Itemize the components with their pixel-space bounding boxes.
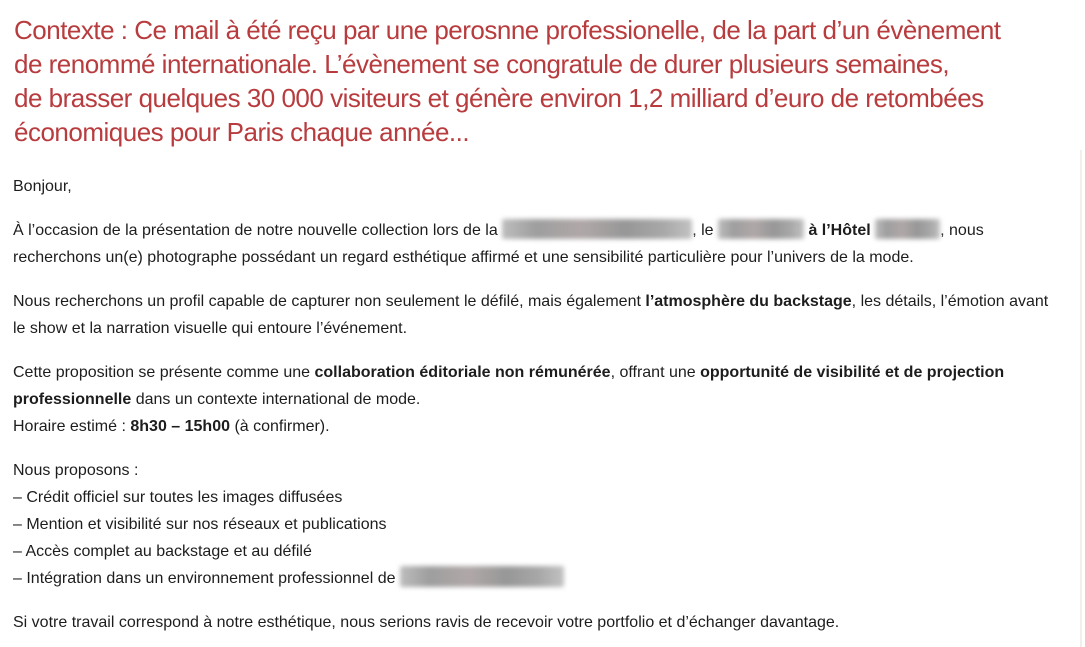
redacted-text <box>718 219 804 239</box>
page-edge-line <box>1080 150 1082 647</box>
context-line: de brasser quelques 30 000 visiteurs et génère environ 1,2 milliard d’euro de retombées <box>14 83 984 113</box>
paragraph <box>13 173 1065 200</box>
text-run: Cette proposition se présente comme une <box>13 364 315 381</box>
redacted-text <box>400 566 564 587</box>
paragraph <box>13 359 1065 440</box>
context-note <box>0 0 1085 149</box>
text-run: Si votre travail correspond à notre esthétique, nous serions ravis de recevoir votre portfolio et d’échanger davantage. <box>13 614 840 631</box>
context-line: de renommé internationale. L’évènement se congratule de durer plusieurs semaines, <box>14 49 950 79</box>
bold-text: 8h30 – 15h00 <box>130 418 230 435</box>
text-run: dans un contexte international de mode. <box>131 391 421 408</box>
bold-text: opportunité de visibilité et de projection professionnelle <box>13 364 1005 408</box>
text-run: , nous recherchons un(e) photographe possédant un regard esthétique affirmé et une sensibilité particulière pour l’univers de la mode. <box>13 222 984 266</box>
context-line: économiques pour Paris chaque année... <box>14 117 470 147</box>
paragraph <box>13 609 1065 636</box>
redacted-text <box>875 219 940 239</box>
text-run: Nous proposons : <box>13 462 139 479</box>
text-run: , le <box>692 222 718 239</box>
text-run: À l’occasion de la présentation de notre nouvelle collection lors de la <box>13 222 503 239</box>
text-run: , les détails, l’émotion avant le show et la narration visuelle qui entoure l’événement. <box>13 293 1049 337</box>
context-line: Contexte : Ce mail à été reçu par une perosnne professionelle, de la part d’un évènement <box>14 15 1001 45</box>
bold-text: à l’Hôtel <box>808 222 871 239</box>
text-run: Nous recherchons un profil capable de capturer non seulement le défilé, mais également <box>13 293 646 310</box>
text-run: Horaire estimé : <box>13 418 131 435</box>
text-run: – Intégration dans un environnement professionnel de <box>13 570 400 587</box>
text-run: – Mention et visibilité sur nos réseaux et publications <box>13 516 387 533</box>
paragraph <box>13 217 1065 271</box>
text-run: – Crédit officiel sur toutes les images diffusées <box>13 489 343 506</box>
bold-text: l’atmosphère du backstage <box>645 293 852 310</box>
paragraph <box>13 457 1065 592</box>
text-run: – Accès complet au backstage et au défilé <box>13 543 312 560</box>
text-run: (à confirmer). <box>230 418 330 435</box>
bold-text: collaboration éditoriale non rémunérée <box>314 364 611 381</box>
paragraph <box>13 288 1065 342</box>
redacted-text <box>502 219 692 239</box>
text-run: Bonjour, <box>13 178 72 195</box>
text-run: , offrant une <box>610 364 701 381</box>
email-body <box>0 173 1065 636</box>
